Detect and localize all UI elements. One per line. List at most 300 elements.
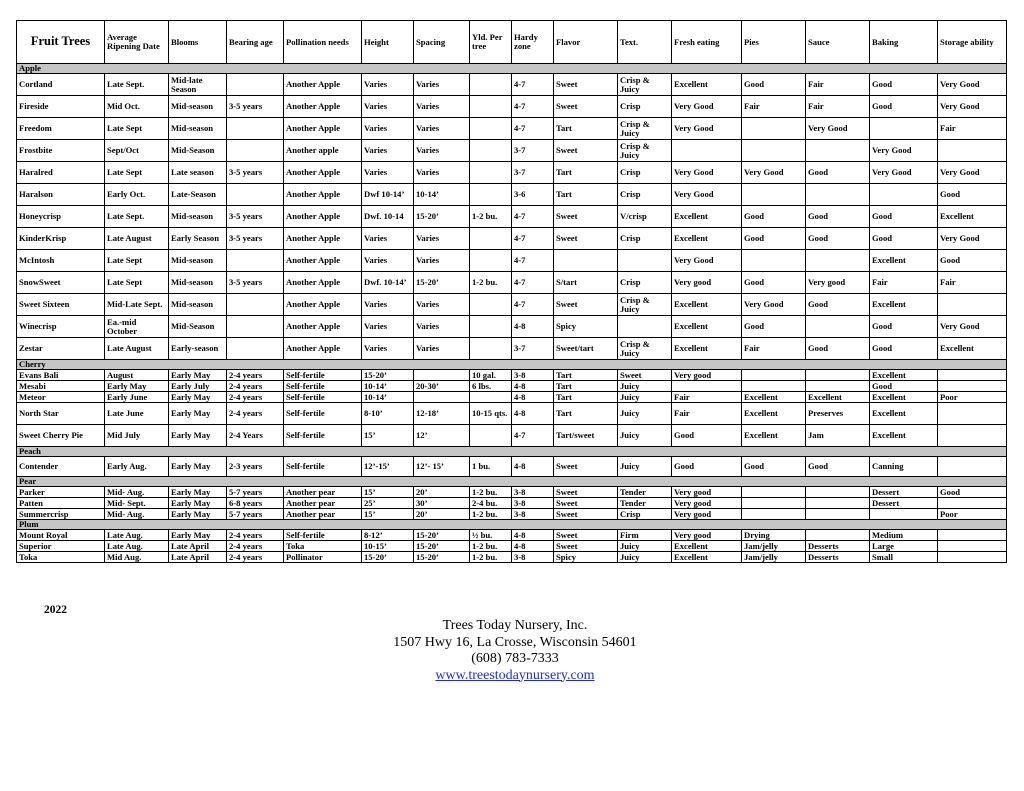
table-cell xyxy=(870,509,938,520)
table-cell: Spicy xyxy=(554,316,618,338)
variety-name-cell: Sweet Sixteen xyxy=(17,294,105,316)
table-cell xyxy=(470,140,512,162)
table-cell: 3-5 years xyxy=(227,272,284,294)
variety-name-cell: Cortland xyxy=(17,74,105,96)
table-cell: 2-3 years xyxy=(227,457,284,477)
table-cell: Crisp & Juicy xyxy=(618,74,672,96)
table-cell xyxy=(742,381,806,392)
variety-name-cell: Haralred xyxy=(17,162,105,184)
table-cell: Juicy xyxy=(618,541,672,552)
table-cell xyxy=(742,184,806,206)
table-cell: 4-7 xyxy=(512,272,554,294)
table-cell: Mid-Season xyxy=(169,316,227,338)
table-cell: Juicy xyxy=(618,403,672,425)
table-cell: Dessert xyxy=(870,498,938,509)
table-row xyxy=(17,457,1007,477)
table-cell: Very Good xyxy=(938,316,1007,338)
table-cell: Excellent xyxy=(672,206,742,228)
footer xyxy=(300,618,730,684)
table-cell: 10-15’ xyxy=(362,541,414,552)
table-cell: Desserts xyxy=(806,541,870,552)
table-cell: 1-2 bu. xyxy=(470,487,512,498)
variety-name-cell: KinderKrisp xyxy=(17,228,105,250)
table-cell: Self-fertile xyxy=(284,457,362,477)
table-cell: Dessert xyxy=(870,487,938,498)
table-cell xyxy=(742,370,806,381)
table-cell: Dwf 10-14’ xyxy=(362,184,414,206)
table-row xyxy=(17,74,1007,96)
table-cell: Poor xyxy=(938,392,1007,403)
table-cell xyxy=(470,74,512,96)
table-cell: 2-4 years xyxy=(227,530,284,541)
table-cell: 3-8 xyxy=(512,552,554,563)
table-cell: 15-20’ xyxy=(414,552,470,563)
variety-name-cell: McIntosh xyxy=(17,250,105,272)
table-cell: Tart xyxy=(554,162,618,184)
table-cell: Another Apple xyxy=(284,118,362,140)
table-cell: Very Good xyxy=(938,74,1007,96)
table-cell: Very Good xyxy=(870,140,938,162)
column-header: Baking xyxy=(870,21,938,64)
table-cell: Mid-season xyxy=(169,206,227,228)
variety-name-cell: Toka xyxy=(17,552,105,563)
table-cell: 4-8 xyxy=(512,457,554,477)
table-cell: 15-20’ xyxy=(362,370,414,381)
table-cell xyxy=(414,370,470,381)
table-cell: Excellent xyxy=(870,370,938,381)
table-cell: Mid Oct. xyxy=(105,96,169,118)
column-header: Text. xyxy=(618,21,672,64)
table-row xyxy=(17,392,1007,403)
table-cell: Good xyxy=(742,206,806,228)
table-cell: Varies xyxy=(362,338,414,360)
table-row xyxy=(17,425,1007,447)
table-cell xyxy=(806,498,870,509)
table-cell: 15-20’ xyxy=(414,541,470,552)
table-cell: Good xyxy=(870,206,938,228)
table-cell: Sweet xyxy=(618,370,672,381)
variety-name-cell: Zestar xyxy=(17,338,105,360)
table-cell: Another pear xyxy=(284,487,362,498)
variety-name-cell: Mesabi xyxy=(17,381,105,392)
table-cell: Varies xyxy=(362,162,414,184)
table-cell: 4-7 xyxy=(512,228,554,250)
table-cell: Very Good xyxy=(672,96,742,118)
table-cell: Early May xyxy=(169,530,227,541)
table-cell: 4-7 xyxy=(512,294,554,316)
table-cell: 15-20’ xyxy=(414,272,470,294)
table-cell: 3-8 xyxy=(512,370,554,381)
table-cell xyxy=(227,250,284,272)
table-cell: Varies xyxy=(362,294,414,316)
table-row xyxy=(17,370,1007,381)
table-cell: 12’-15’ xyxy=(362,457,414,477)
table-cell xyxy=(470,228,512,250)
table-cell: Very good xyxy=(672,487,742,498)
table-cell: 8-10’ xyxy=(362,403,414,425)
table-cell: Another Apple xyxy=(284,272,362,294)
table-cell: 3-5 years xyxy=(227,96,284,118)
table-cell: Juicy xyxy=(618,425,672,447)
table-cell: Good xyxy=(672,457,742,477)
section-header-row xyxy=(17,477,1007,487)
variety-name-cell: Contender xyxy=(17,457,105,477)
table-cell: Very Good xyxy=(806,118,870,140)
table-cell xyxy=(227,118,284,140)
table-cell: Very good xyxy=(672,530,742,541)
table-cell: Early May xyxy=(169,425,227,447)
variety-name-cell: Parker xyxy=(17,487,105,498)
table-cell: 20’ xyxy=(414,487,470,498)
table-cell: 12-18’ xyxy=(414,403,470,425)
column-header: Fruit Trees xyxy=(17,21,105,64)
section-header-row xyxy=(17,447,1007,457)
table-cell: 4-8 xyxy=(512,403,554,425)
column-header: Pollination needs xyxy=(284,21,362,64)
table-cell: Crisp & Juicy xyxy=(618,294,672,316)
table-cell: Very Good xyxy=(672,118,742,140)
table-cell: Early May xyxy=(169,457,227,477)
table-cell: Varies xyxy=(414,118,470,140)
table-cell xyxy=(742,118,806,140)
table-cell: 12’ xyxy=(414,425,470,447)
variety-name-cell: Superior xyxy=(17,541,105,552)
table-cell: Mid-season xyxy=(169,118,227,140)
table-cell: Early May xyxy=(169,370,227,381)
table-cell: Early May xyxy=(105,381,169,392)
table-cell: Tart xyxy=(554,118,618,140)
table-cell: 6 lbs. xyxy=(470,381,512,392)
table-cell: 3-5 years xyxy=(227,206,284,228)
table-cell: 2-4 bu. xyxy=(470,498,512,509)
variety-name-cell: North Star xyxy=(17,403,105,425)
variety-name-cell: SnowSweet xyxy=(17,272,105,294)
table-cell xyxy=(938,552,1007,563)
table-row xyxy=(17,118,1007,140)
table-cell: Late season xyxy=(169,162,227,184)
table-cell: Another pear xyxy=(284,498,362,509)
table-row xyxy=(17,96,1007,118)
table-cell: Spicy xyxy=(554,552,618,563)
table-cell: Varies xyxy=(414,294,470,316)
table-cell: Good xyxy=(806,206,870,228)
variety-name-cell: Patten xyxy=(17,498,105,509)
table-cell: Mid- Sept. xyxy=(105,498,169,509)
table-cell: Early May xyxy=(169,509,227,520)
table-cell xyxy=(870,184,938,206)
table-cell: Another apple xyxy=(284,140,362,162)
column-header: Hardy zone xyxy=(512,21,554,64)
table-cell: 3-6 xyxy=(512,184,554,206)
table-cell: Varies xyxy=(362,96,414,118)
table-cell: Sweet xyxy=(554,228,618,250)
table-cell: Varies xyxy=(414,96,470,118)
table-cell: Tender xyxy=(618,487,672,498)
table-cell: Early May xyxy=(169,392,227,403)
table-cell: 3-7 xyxy=(512,162,554,184)
table-cell: Dwf. 10-14’ xyxy=(362,272,414,294)
table-cell: Good xyxy=(870,381,938,392)
table-cell: Varies xyxy=(362,118,414,140)
table-cell: 1-2 bu. xyxy=(470,552,512,563)
table-cell: Good xyxy=(742,457,806,477)
table-cell xyxy=(806,316,870,338)
table-cell: Mid-late Season xyxy=(169,74,227,96)
table-cell: Crisp xyxy=(618,184,672,206)
table-cell: Another Apple xyxy=(284,96,362,118)
table-cell: Sweet xyxy=(554,487,618,498)
table-cell xyxy=(227,140,284,162)
table-cell: Crisp xyxy=(618,509,672,520)
table-cell: Good xyxy=(672,425,742,447)
table-row xyxy=(17,184,1007,206)
table-cell: Poor xyxy=(938,509,1007,520)
column-header: Storage ability xyxy=(938,21,1007,64)
table-cell xyxy=(806,184,870,206)
variety-name-cell: Mount Royal xyxy=(17,530,105,541)
table-cell xyxy=(938,294,1007,316)
table-cell xyxy=(870,118,938,140)
table-cell: Late-Season xyxy=(169,184,227,206)
table-cell: Late June xyxy=(105,403,169,425)
table-cell xyxy=(672,140,742,162)
table-cell: Juicy xyxy=(618,381,672,392)
table-cell: Tart xyxy=(554,370,618,381)
column-header: Fresh eating xyxy=(672,21,742,64)
table-cell: 8-12’ xyxy=(362,530,414,541)
table-cell: Very Good xyxy=(938,228,1007,250)
table-cell: Crisp xyxy=(618,272,672,294)
table-cell: 3-5 years xyxy=(227,162,284,184)
table-cell: 10 gal. xyxy=(470,370,512,381)
table-row xyxy=(17,530,1007,541)
table-cell: 4-7 xyxy=(512,118,554,140)
variety-name-cell: Summercrisp xyxy=(17,509,105,520)
table-cell: Varies xyxy=(414,316,470,338)
variety-name-cell: Sweet Cherry Pie xyxy=(17,425,105,447)
table-cell: 2-4 years xyxy=(227,381,284,392)
table-cell xyxy=(742,140,806,162)
table-cell: Desserts xyxy=(806,552,870,563)
table-cell: 20-30’ xyxy=(414,381,470,392)
table-cell: Pollinator xyxy=(284,552,362,563)
table-cell: Self-fertile xyxy=(284,381,362,392)
table-cell: Very Good xyxy=(870,162,938,184)
table-cell: Good xyxy=(938,184,1007,206)
table-cell: 4-7 xyxy=(512,425,554,447)
table-cell: Mid-season xyxy=(169,250,227,272)
table-row xyxy=(17,381,1007,392)
table-cell: ½ bu. xyxy=(470,530,512,541)
table-cell: Very good xyxy=(672,272,742,294)
table-cell: Self-fertile xyxy=(284,370,362,381)
table-cell xyxy=(618,250,672,272)
table-cell: Crisp xyxy=(618,96,672,118)
table-cell xyxy=(470,294,512,316)
table-cell: 2-4 years xyxy=(227,403,284,425)
table-cell: Mid-season xyxy=(169,272,227,294)
table-cell: 5-7 years xyxy=(227,487,284,498)
table-cell: Sept/Oct xyxy=(105,140,169,162)
table-cell: Fair xyxy=(870,272,938,294)
table-cell: Good xyxy=(742,272,806,294)
table-cell: Mid-Season xyxy=(169,140,227,162)
table-cell xyxy=(470,184,512,206)
table-cell: Varies xyxy=(414,250,470,272)
table-row xyxy=(17,498,1007,509)
table-cell: 2-4 years xyxy=(227,541,284,552)
column-header: Flavor xyxy=(554,21,618,64)
table-cell xyxy=(227,316,284,338)
table-cell xyxy=(806,140,870,162)
table-cell: Tart xyxy=(554,403,618,425)
table-cell: Very good xyxy=(672,370,742,381)
table-cell xyxy=(470,162,512,184)
table-cell: Early May xyxy=(169,498,227,509)
table-cell: Sweet xyxy=(554,96,618,118)
table-cell: 3-8 xyxy=(512,509,554,520)
table-cell: Toka xyxy=(284,541,362,552)
table-cell: 15’ xyxy=(362,509,414,520)
table-cell: 4-7 xyxy=(512,74,554,96)
table-row xyxy=(17,541,1007,552)
table-cell: Large xyxy=(870,541,938,552)
table-cell xyxy=(806,381,870,392)
table-cell: 12’- 15’ xyxy=(414,457,470,477)
table-cell: Excellent xyxy=(742,403,806,425)
table-cell: Excellent xyxy=(938,206,1007,228)
table-cell: Late Aug. xyxy=(105,530,169,541)
table-cell: Small xyxy=(870,552,938,563)
column-header: Height xyxy=(362,21,414,64)
table-cell: Mid- Aug. xyxy=(105,509,169,520)
table-cell: 3-8 xyxy=(512,487,554,498)
table-cell: Good xyxy=(938,487,1007,498)
table-cell: Self-fertile xyxy=(284,392,362,403)
year-label: 2022 xyxy=(44,604,67,616)
table-cell xyxy=(672,381,742,392)
table-cell: Early May xyxy=(169,487,227,498)
table-cell: Fair xyxy=(672,392,742,403)
table-cell: 3-7 xyxy=(512,338,554,360)
table-cell: Very good xyxy=(672,498,742,509)
column-header: Average Ripening Date xyxy=(105,21,169,64)
variety-name-cell: Meteor xyxy=(17,392,105,403)
table-cell: Self-fertile xyxy=(284,425,362,447)
table-cell: Very Good xyxy=(938,162,1007,184)
table-cell: Late Sept xyxy=(105,250,169,272)
table-cell xyxy=(742,498,806,509)
table-body xyxy=(17,64,1007,563)
section-label: Plum xyxy=(17,520,1007,530)
table-cell: Crisp xyxy=(618,228,672,250)
company-address: 1507 Hwy 16, La Crosse, Wisconsin 54601 xyxy=(393,634,637,650)
table-cell xyxy=(938,370,1007,381)
table-cell: Tart xyxy=(554,381,618,392)
table-cell: Very Good xyxy=(742,294,806,316)
variety-name-cell: Evans Bali xyxy=(17,370,105,381)
table-cell: Late Sept. xyxy=(105,74,169,96)
table-row xyxy=(17,487,1007,498)
table-cell xyxy=(938,140,1007,162)
variety-name-cell: Honeycrisp xyxy=(17,206,105,228)
table-cell: 4-7 xyxy=(512,96,554,118)
table-cell: Late Sept xyxy=(105,118,169,140)
table-cell: Juicy xyxy=(618,457,672,477)
table-cell: Self-fertile xyxy=(284,530,362,541)
table-cell: 2-4 Years xyxy=(227,425,284,447)
table-cell: Mid Aug. xyxy=(105,552,169,563)
table-cell xyxy=(227,338,284,360)
table-cell: Another Apple xyxy=(284,162,362,184)
table-cell: 1-2 bu. xyxy=(470,272,512,294)
table-cell: Crisp & Juicy xyxy=(618,118,672,140)
table-cell: 2-4 years xyxy=(227,392,284,403)
section-label: Apple xyxy=(17,64,1007,74)
table-cell: 6-8 years xyxy=(227,498,284,509)
table-row xyxy=(17,140,1007,162)
variety-name-cell: Haralson xyxy=(17,184,105,206)
table-cell: Good xyxy=(742,316,806,338)
table-cell xyxy=(938,541,1007,552)
table-cell: 3-7 xyxy=(512,140,554,162)
table-cell: Another pear xyxy=(284,509,362,520)
table-cell: Excellent xyxy=(870,392,938,403)
table-cell: Good xyxy=(806,228,870,250)
table-cell: Sweet xyxy=(554,457,618,477)
table-cell: Excellent xyxy=(672,338,742,360)
table-cell: Sweet xyxy=(554,498,618,509)
column-header: Sauce xyxy=(806,21,870,64)
table-cell: Preserves xyxy=(806,403,870,425)
table-cell: Mid July xyxy=(105,425,169,447)
table-cell: 3-5 years xyxy=(227,228,284,250)
table-cell: Fair xyxy=(938,272,1007,294)
table-cell: Jam/jelly xyxy=(742,541,806,552)
table-cell: Very Good xyxy=(672,250,742,272)
table-cell xyxy=(470,118,512,140)
table-cell: 10-15 qts. xyxy=(470,403,512,425)
section-label: Pear xyxy=(17,477,1007,487)
column-header: Spacing xyxy=(414,21,470,64)
table-cell: Excellent xyxy=(742,392,806,403)
table-cell: Varies xyxy=(362,250,414,272)
column-header: Blooms xyxy=(169,21,227,64)
table-cell: Varies xyxy=(362,74,414,96)
table-cell: 3-8 xyxy=(512,498,554,509)
table-cell: V/crisp xyxy=(618,206,672,228)
table-cell: Self-fertile xyxy=(284,403,362,425)
table-cell: Varies xyxy=(414,162,470,184)
table-cell: Fair xyxy=(742,338,806,360)
table-cell: 4-7 xyxy=(512,250,554,272)
company-name: Trees Today Nursery, Inc. xyxy=(442,618,588,633)
table-cell xyxy=(938,457,1007,477)
table-cell: 10-14’ xyxy=(414,184,470,206)
table-cell: Excellent xyxy=(870,294,938,316)
table-cell: Mid-season xyxy=(169,96,227,118)
table-cell: Late August xyxy=(105,338,169,360)
table-cell: 2-4 years xyxy=(227,552,284,563)
table-cell: Excellent xyxy=(870,250,938,272)
table-cell: Early Oct. xyxy=(105,184,169,206)
table-cell: Varies xyxy=(414,228,470,250)
table-cell: Good xyxy=(870,338,938,360)
table-cell xyxy=(227,74,284,96)
website-link[interactable]: www.treestodaynursery.com xyxy=(435,667,595,683)
table-cell: Jam xyxy=(806,425,870,447)
table-cell: 4-8 xyxy=(512,530,554,541)
